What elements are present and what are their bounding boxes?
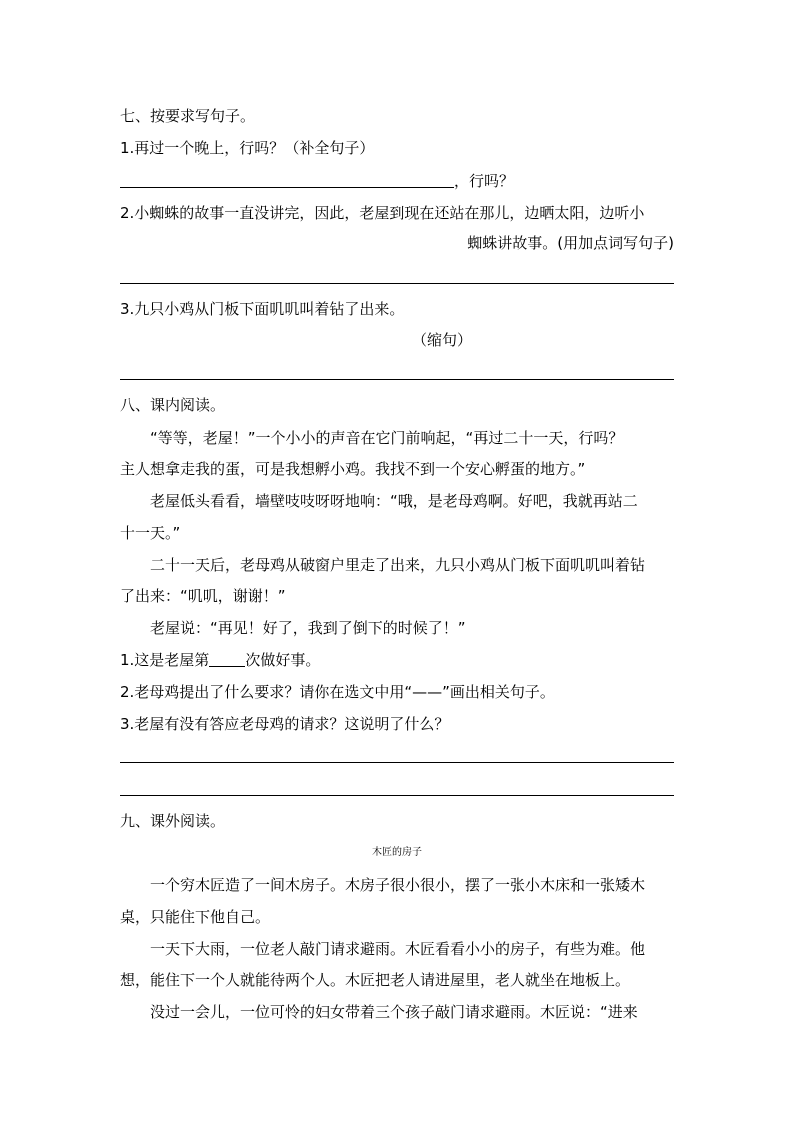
section8-question-3: 3.老屋有没有答应老母鸡的请求？这说明了什么？ <box>120 715 450 733</box>
passage-paragraph-3-line-2: 了出来：“叽叽，谢谢！” <box>120 587 286 605</box>
story-paragraph-1-line-2: 桌，只能住下他自己。 <box>120 908 271 926</box>
section7-heading: 七、按要求写句子。 <box>120 107 256 125</box>
passage-paragraph-1-line-2: 主人想拿走我的蛋，可是我想孵小鸡。我找不到一个安心孵蛋的地方。” <box>120 460 586 478</box>
answer-line[interactable] <box>120 795 674 796</box>
section7-question-2-line-2: 蜘蛛讲故事。(用加点词写句子) <box>467 234 674 252</box>
section8-heading: 八、课内阅读。 <box>120 396 226 414</box>
section7-question-1-answer-line <box>120 171 514 191</box>
question-1-before: 1.这是老屋第 <box>120 651 210 669</box>
section8-question-2: 2.老母鸡提出了什么要求？请你在选文中用“——”画出相关句子。 <box>120 683 555 701</box>
answer-blank[interactable] <box>120 171 454 188</box>
story-paragraph-1-line-1: 一个穷木匠造了一间木房子。木房子很小很小，摆了一张小木床和一张矮木 <box>150 876 646 894</box>
passage-paragraph-3-line-1: 二十一天后，老母鸡从破窗户里走了出来，九只小鸡从门板下面叽叽叫着钻 <box>150 556 646 574</box>
story-paragraph-2-line-1: 一天下大雨，一位老人敲门请求避雨。木匠看看小小的房子，有些为难。他 <box>150 940 646 958</box>
question-1-tail: ，行吗？ <box>454 172 515 190</box>
passage-paragraph-2-line-1: 老屋低头看看，墙壁吱吱呀呀地响：“哦，是老母鸡啊。好吧，我就再站二 <box>150 492 638 510</box>
passage-paragraph-4: 老屋说：“再见！好了，我到了倒下的时候了！” <box>150 619 466 637</box>
section7-question-3: 3.九只小鸡从门板下面叽叽叫着钻了出来。 <box>120 300 405 318</box>
answer-line[interactable] <box>120 762 674 763</box>
question-1-after: 次做好事。 <box>245 651 321 669</box>
story-paragraph-2-line-2: 想，能住下一个人就能待两个人。木匠把老人请进屋里，老人就坐在地板上。 <box>120 971 631 989</box>
section7-question-3-hint: （缩句） <box>412 331 473 349</box>
answer-line[interactable] <box>120 379 674 380</box>
answer-line[interactable] <box>120 283 674 284</box>
section9-heading: 九、课外阅读。 <box>120 812 226 830</box>
section7-question-2-line-1: 2.小蜘蛛的故事一直没讲完，因此，老屋到现在还站在那儿，边晒太阳，边听小 <box>120 204 645 222</box>
answer-blank[interactable] <box>209 650 245 667</box>
passage-paragraph-2-line-2: 十一天。” <box>120 524 181 542</box>
section7-question-1: 1.再过一个晚上，行吗？（补全句子） <box>120 139 375 157</box>
story-paragraph-3-line-1: 没过一会儿，一位可怜的妇女带着三个孩子敲门请求避雨。木匠说：“进来 <box>150 1003 638 1021</box>
passage-paragraph-1-line-1: “等等，老屋！”一个小小的声音在它门前响起，“再过二十一天，行吗？ <box>150 429 624 447</box>
story-title: 木匠的房子 <box>372 847 422 858</box>
section8-question-1 <box>120 650 320 670</box>
